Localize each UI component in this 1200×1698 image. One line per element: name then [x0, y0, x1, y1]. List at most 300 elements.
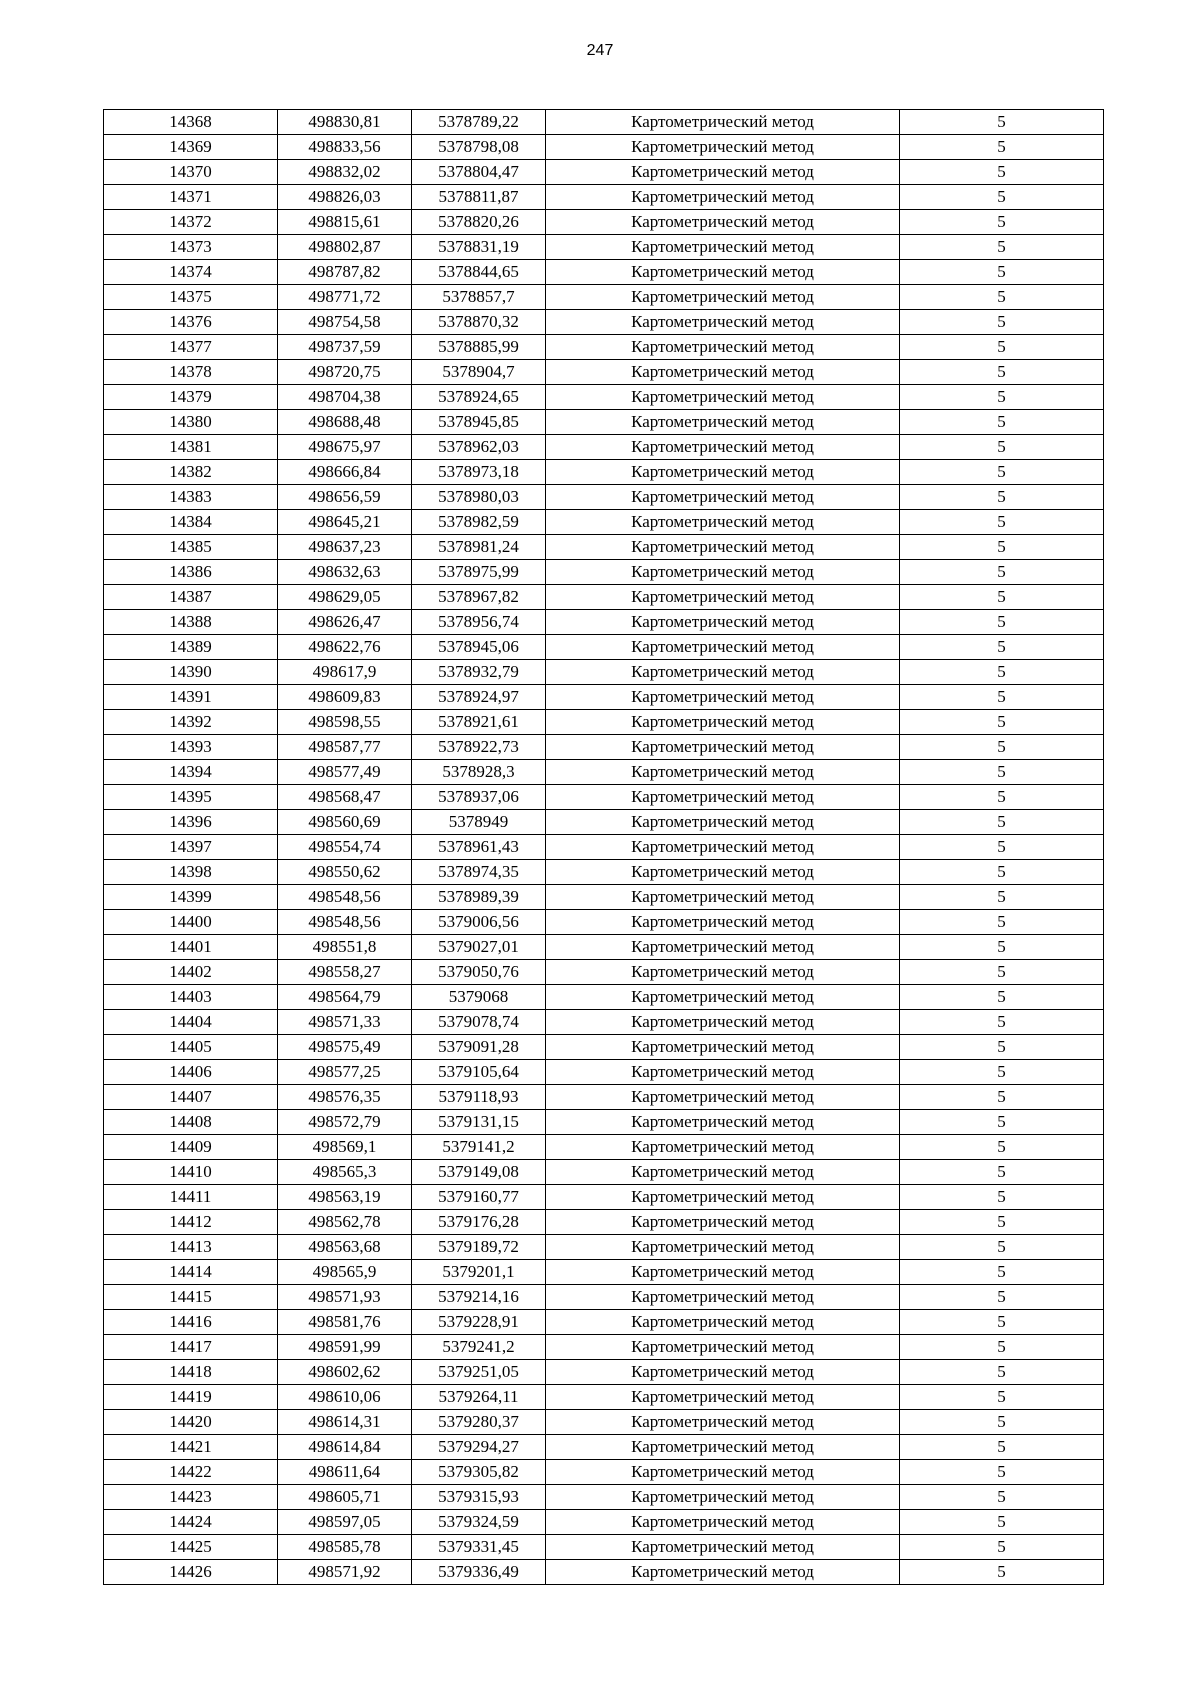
y-coordinate-cell: 5378789,22	[412, 110, 546, 135]
precision-cell: 5	[900, 260, 1104, 285]
point-number-cell: 14413	[104, 1235, 278, 1260]
table-row	[104, 985, 1104, 1010]
method-cell: Картометрический метод	[546, 1560, 900, 1585]
point-number-cell: 14420	[104, 1410, 278, 1435]
y-coordinate-cell: 5379176,28	[412, 1210, 546, 1235]
table-row	[104, 260, 1104, 285]
y-coordinate-cell: 5379118,93	[412, 1085, 546, 1110]
table-row	[104, 210, 1104, 235]
y-coordinate-cell: 5378932,79	[412, 660, 546, 685]
method-cell: Картометрический метод	[546, 1485, 900, 1510]
method-cell: Картометрический метод	[546, 1010, 900, 1035]
x-coordinate-cell: 498558,27	[278, 960, 412, 985]
table-row	[104, 235, 1104, 260]
y-coordinate-cell: 5379294,27	[412, 1435, 546, 1460]
table-row	[104, 335, 1104, 360]
method-cell: Картометрический метод	[546, 735, 900, 760]
method-cell: Картометрический метод	[546, 110, 900, 135]
x-coordinate-cell: 498704,38	[278, 385, 412, 410]
point-number-cell: 14370	[104, 160, 278, 185]
y-coordinate-cell: 5378956,74	[412, 610, 546, 635]
precision-cell: 5	[900, 785, 1104, 810]
precision-cell: 5	[900, 1085, 1104, 1110]
y-coordinate-cell: 5378967,82	[412, 585, 546, 610]
table-row	[104, 1135, 1104, 1160]
y-coordinate-cell: 5379336,49	[412, 1560, 546, 1585]
table-row	[104, 310, 1104, 335]
precision-cell: 5	[900, 535, 1104, 560]
x-coordinate-cell: 498610,06	[278, 1385, 412, 1410]
x-coordinate-cell: 498832,02	[278, 160, 412, 185]
x-coordinate-cell: 498675,97	[278, 435, 412, 460]
precision-cell: 5	[900, 1560, 1104, 1585]
table-row	[104, 160, 1104, 185]
y-coordinate-cell: 5379105,64	[412, 1060, 546, 1085]
precision-cell: 5	[900, 910, 1104, 935]
precision-cell: 5	[900, 185, 1104, 210]
y-coordinate-cell: 5379149,08	[412, 1160, 546, 1185]
method-cell: Картометрический метод	[546, 1335, 900, 1360]
x-coordinate-cell: 498617,9	[278, 660, 412, 685]
x-coordinate-cell: 498614,84	[278, 1435, 412, 1460]
table-row	[104, 135, 1104, 160]
point-number-cell: 14374	[104, 260, 278, 285]
precision-cell: 5	[900, 135, 1104, 160]
method-cell: Картометрический метод	[546, 360, 900, 385]
method-cell: Картометрический метод	[546, 1285, 900, 1310]
method-cell: Картометрический метод	[546, 1185, 900, 1210]
x-coordinate-cell: 498605,71	[278, 1485, 412, 1510]
precision-cell: 5	[900, 635, 1104, 660]
x-coordinate-cell: 498787,82	[278, 260, 412, 285]
method-cell: Картометрический метод	[546, 760, 900, 785]
x-coordinate-cell: 498598,55	[278, 710, 412, 735]
precision-cell: 5	[900, 710, 1104, 735]
precision-cell: 5	[900, 1160, 1104, 1185]
y-coordinate-cell: 5379160,77	[412, 1185, 546, 1210]
table-row	[104, 410, 1104, 435]
x-coordinate-cell: 498560,69	[278, 810, 412, 835]
point-number-cell: 14380	[104, 410, 278, 435]
table-row	[104, 1085, 1104, 1110]
method-cell: Картометрический метод	[546, 1035, 900, 1060]
y-coordinate-cell: 5379141,2	[412, 1135, 546, 1160]
y-coordinate-cell: 5379050,76	[412, 960, 546, 985]
x-coordinate-cell: 498577,49	[278, 760, 412, 785]
precision-cell: 5	[900, 160, 1104, 185]
precision-cell: 5	[900, 335, 1104, 360]
method-cell: Картометрический метод	[546, 610, 900, 635]
point-number-cell: 14389	[104, 635, 278, 660]
point-number-cell: 14376	[104, 310, 278, 335]
precision-cell: 5	[900, 310, 1104, 335]
table-row	[104, 460, 1104, 485]
y-coordinate-cell: 5379006,56	[412, 910, 546, 935]
point-number-cell: 14372	[104, 210, 278, 235]
method-cell: Картометрический метод	[546, 985, 900, 1010]
page-number: 247	[586, 42, 614, 59]
point-number-cell: 14424	[104, 1510, 278, 1535]
precision-cell: 5	[900, 1360, 1104, 1385]
point-number-cell: 14403	[104, 985, 278, 1010]
method-cell: Картометрический метод	[546, 960, 900, 985]
table-row	[104, 1035, 1104, 1060]
y-coordinate-cell: 5378885,99	[412, 335, 546, 360]
precision-cell: 5	[900, 1235, 1104, 1260]
y-coordinate-cell: 5378945,06	[412, 635, 546, 660]
method-cell: Картометрический метод	[546, 1110, 900, 1135]
point-number-cell: 14400	[104, 910, 278, 935]
x-coordinate-cell: 498802,87	[278, 235, 412, 260]
precision-cell: 5	[900, 1110, 1104, 1135]
precision-cell: 5	[900, 485, 1104, 510]
table-row	[104, 635, 1104, 660]
y-coordinate-cell: 5378924,65	[412, 385, 546, 410]
precision-cell: 5	[900, 685, 1104, 710]
point-number-cell: 14421	[104, 1435, 278, 1460]
table-row	[104, 560, 1104, 585]
y-coordinate-cell: 5378975,99	[412, 560, 546, 585]
point-number-cell: 14407	[104, 1085, 278, 1110]
x-coordinate-cell: 498571,33	[278, 1010, 412, 1035]
x-coordinate-cell: 498585,78	[278, 1535, 412, 1560]
precision-cell: 5	[900, 1060, 1104, 1085]
table-row	[104, 785, 1104, 810]
method-cell: Картометрический метод	[546, 1410, 900, 1435]
point-number-cell: 14416	[104, 1310, 278, 1335]
point-number-cell: 14401	[104, 935, 278, 960]
method-cell: Картометрический метод	[546, 1310, 900, 1335]
point-number-cell: 14414	[104, 1260, 278, 1285]
coordinates-table-body	[104, 110, 1104, 1585]
x-coordinate-cell: 498614,31	[278, 1410, 412, 1435]
point-number-cell: 14422	[104, 1460, 278, 1485]
method-cell: Картометрический метод	[546, 585, 900, 610]
method-cell: Картометрический метод	[546, 435, 900, 460]
precision-cell: 5	[900, 735, 1104, 760]
point-number-cell: 14426	[104, 1560, 278, 1585]
y-coordinate-cell: 5378844,65	[412, 260, 546, 285]
method-cell: Картометрический метод	[546, 335, 900, 360]
method-cell: Картометрический метод	[546, 1235, 900, 1260]
method-cell: Картометрический метод	[546, 485, 900, 510]
y-coordinate-cell: 5378973,18	[412, 460, 546, 485]
table-row	[104, 1460, 1104, 1485]
method-cell: Картометрический метод	[546, 935, 900, 960]
method-cell: Картометрический метод	[546, 1260, 900, 1285]
y-coordinate-cell: 5379280,37	[412, 1410, 546, 1435]
point-number-cell: 14415	[104, 1285, 278, 1310]
table-row	[104, 285, 1104, 310]
method-cell: Картометрический метод	[546, 1460, 900, 1485]
table-row	[104, 585, 1104, 610]
method-cell: Картометрический метод	[546, 385, 900, 410]
y-coordinate-cell: 5379068	[412, 985, 546, 1010]
x-coordinate-cell: 498720,75	[278, 360, 412, 385]
x-coordinate-cell: 498569,1	[278, 1135, 412, 1160]
table-row	[104, 185, 1104, 210]
method-cell: Картометрический метод	[546, 535, 900, 560]
point-number-cell: 14382	[104, 460, 278, 485]
x-coordinate-cell: 498632,63	[278, 560, 412, 585]
table-row	[104, 735, 1104, 760]
point-number-cell: 14390	[104, 660, 278, 685]
x-coordinate-cell: 498666,84	[278, 460, 412, 485]
y-coordinate-cell: 5378820,26	[412, 210, 546, 235]
method-cell: Картометрический метод	[546, 310, 900, 335]
y-coordinate-cell: 5379091,28	[412, 1035, 546, 1060]
method-cell: Картометрический метод	[546, 1135, 900, 1160]
x-coordinate-cell: 498554,74	[278, 835, 412, 860]
point-number-cell: 14386	[104, 560, 278, 585]
table-row	[104, 610, 1104, 635]
table-row	[104, 1260, 1104, 1285]
table-row	[104, 1485, 1104, 1510]
x-coordinate-cell: 498626,47	[278, 610, 412, 635]
precision-cell: 5	[900, 760, 1104, 785]
x-coordinate-cell: 498563,19	[278, 1185, 412, 1210]
point-number-cell: 14384	[104, 510, 278, 535]
x-coordinate-cell: 498602,62	[278, 1360, 412, 1385]
precision-cell: 5	[900, 885, 1104, 910]
x-coordinate-cell: 498575,49	[278, 1035, 412, 1060]
method-cell: Картометрический метод	[546, 635, 900, 660]
precision-cell: 5	[900, 1210, 1104, 1235]
y-coordinate-cell: 5378982,59	[412, 510, 546, 535]
y-coordinate-cell: 5378981,24	[412, 535, 546, 560]
x-coordinate-cell: 498597,05	[278, 1510, 412, 1535]
point-number-cell: 14388	[104, 610, 278, 635]
point-number-cell: 14371	[104, 185, 278, 210]
method-cell: Картометрический метод	[546, 685, 900, 710]
precision-cell: 5	[900, 835, 1104, 860]
x-coordinate-cell: 498645,21	[278, 510, 412, 535]
table-row	[104, 1210, 1104, 1235]
table-row	[104, 360, 1104, 385]
x-coordinate-cell: 498830,81	[278, 110, 412, 135]
point-number-cell: 14399	[104, 885, 278, 910]
precision-cell: 5	[900, 1410, 1104, 1435]
method-cell: Картометрический метод	[546, 460, 900, 485]
table-row	[104, 685, 1104, 710]
y-coordinate-cell: 5379305,82	[412, 1460, 546, 1485]
precision-cell: 5	[900, 510, 1104, 535]
x-coordinate-cell: 498737,59	[278, 335, 412, 360]
x-coordinate-cell: 498563,68	[278, 1235, 412, 1260]
precision-cell: 5	[900, 285, 1104, 310]
method-cell: Картометрический метод	[546, 285, 900, 310]
x-coordinate-cell: 498815,61	[278, 210, 412, 235]
x-coordinate-cell: 498571,93	[278, 1285, 412, 1310]
method-cell: Картометрический метод	[546, 260, 900, 285]
table-row	[104, 1235, 1104, 1260]
x-coordinate-cell: 498629,05	[278, 585, 412, 610]
table-row	[104, 1560, 1104, 1585]
table-row	[104, 860, 1104, 885]
y-coordinate-cell: 5379324,59	[412, 1510, 546, 1535]
y-coordinate-cell: 5379201,1	[412, 1260, 546, 1285]
method-cell: Картометрический метод	[546, 660, 900, 685]
precision-cell: 5	[900, 110, 1104, 135]
precision-cell: 5	[900, 1510, 1104, 1535]
precision-cell: 5	[900, 860, 1104, 885]
table-row	[104, 1510, 1104, 1535]
table-row	[104, 935, 1104, 960]
table-row	[104, 1160, 1104, 1185]
x-coordinate-cell: 498568,47	[278, 785, 412, 810]
precision-cell: 5	[900, 1010, 1104, 1035]
x-coordinate-cell: 498551,8	[278, 935, 412, 960]
precision-cell: 5	[900, 385, 1104, 410]
table-row	[104, 110, 1104, 135]
precision-cell: 5	[900, 360, 1104, 385]
table-row	[104, 660, 1104, 685]
method-cell: Картометрический метод	[546, 185, 900, 210]
method-cell: Картометрический метод	[546, 1210, 900, 1235]
method-cell: Картометрический метод	[546, 1510, 900, 1535]
point-number-cell: 14398	[104, 860, 278, 885]
precision-cell: 5	[900, 960, 1104, 985]
point-number-cell: 14417	[104, 1335, 278, 1360]
point-number-cell: 14397	[104, 835, 278, 860]
point-number-cell: 14404	[104, 1010, 278, 1035]
precision-cell: 5	[900, 1385, 1104, 1410]
y-coordinate-cell: 5378937,06	[412, 785, 546, 810]
x-coordinate-cell: 498771,72	[278, 285, 412, 310]
precision-cell: 5	[900, 660, 1104, 685]
point-number-cell: 14402	[104, 960, 278, 985]
point-number-cell: 14381	[104, 435, 278, 460]
x-coordinate-cell: 498622,76	[278, 635, 412, 660]
table-row	[104, 1285, 1104, 1310]
method-cell: Картометрический метод	[546, 860, 900, 885]
point-number-cell: 14405	[104, 1035, 278, 1060]
table-row	[104, 435, 1104, 460]
x-coordinate-cell: 498572,79	[278, 1110, 412, 1135]
y-coordinate-cell: 5378798,08	[412, 135, 546, 160]
method-cell: Картометрический метод	[546, 1535, 900, 1560]
point-number-cell: 14394	[104, 760, 278, 785]
y-coordinate-cell: 5378974,35	[412, 860, 546, 885]
precision-cell: 5	[900, 460, 1104, 485]
precision-cell: 5	[900, 1135, 1104, 1160]
method-cell: Картометрический метод	[546, 160, 900, 185]
y-coordinate-cell: 5378811,87	[412, 185, 546, 210]
table-row	[104, 1060, 1104, 1085]
method-cell: Картометрический метод	[546, 885, 900, 910]
point-number-cell: 14418	[104, 1360, 278, 1385]
point-number-cell: 14385	[104, 535, 278, 560]
y-coordinate-cell: 5378980,03	[412, 485, 546, 510]
method-cell: Картометрический метод	[546, 410, 900, 435]
x-coordinate-cell: 498577,25	[278, 1060, 412, 1085]
method-cell: Картометрический метод	[546, 1435, 900, 1460]
point-number-cell: 14409	[104, 1135, 278, 1160]
y-coordinate-cell: 5379228,91	[412, 1310, 546, 1335]
method-cell: Картометрический метод	[546, 1085, 900, 1110]
method-cell: Картометрический метод	[546, 785, 900, 810]
point-number-cell: 14396	[104, 810, 278, 835]
table-row	[104, 885, 1104, 910]
precision-cell: 5	[900, 235, 1104, 260]
point-number-cell: 14425	[104, 1535, 278, 1560]
point-number-cell: 14391	[104, 685, 278, 710]
table-row	[104, 1335, 1104, 1360]
point-number-cell: 14383	[104, 485, 278, 510]
y-coordinate-cell: 5379331,45	[412, 1535, 546, 1560]
y-coordinate-cell: 5379264,11	[412, 1385, 546, 1410]
point-number-cell: 14373	[104, 235, 278, 260]
y-coordinate-cell: 5378857,7	[412, 285, 546, 310]
precision-cell: 5	[900, 1185, 1104, 1210]
y-coordinate-cell: 5378921,61	[412, 710, 546, 735]
method-cell: Картометрический метод	[546, 710, 900, 735]
table-row	[104, 1360, 1104, 1385]
y-coordinate-cell: 5378924,97	[412, 685, 546, 710]
y-coordinate-cell: 5379131,15	[412, 1110, 546, 1135]
y-coordinate-cell: 5379214,16	[412, 1285, 546, 1310]
table-row	[104, 1110, 1104, 1135]
x-coordinate-cell: 498637,23	[278, 535, 412, 560]
precision-cell: 5	[900, 585, 1104, 610]
y-coordinate-cell: 5379315,93	[412, 1485, 546, 1510]
y-coordinate-cell: 5379189,72	[412, 1235, 546, 1260]
y-coordinate-cell: 5378949	[412, 810, 546, 835]
y-coordinate-cell: 5378922,73	[412, 735, 546, 760]
method-cell: Картометрический метод	[546, 510, 900, 535]
precision-cell: 5	[900, 1285, 1104, 1310]
precision-cell: 5	[900, 1035, 1104, 1060]
point-number-cell: 14393	[104, 735, 278, 760]
y-coordinate-cell: 5379251,05	[412, 1360, 546, 1385]
x-coordinate-cell: 498565,3	[278, 1160, 412, 1185]
x-coordinate-cell: 498754,58	[278, 310, 412, 335]
x-coordinate-cell: 498611,64	[278, 1460, 412, 1485]
point-number-cell: 14412	[104, 1210, 278, 1235]
table-row	[104, 485, 1104, 510]
method-cell: Картометрический метод	[546, 1360, 900, 1385]
x-coordinate-cell: 498609,83	[278, 685, 412, 710]
y-coordinate-cell: 5378870,32	[412, 310, 546, 335]
table-row	[104, 1410, 1104, 1435]
table-row	[104, 810, 1104, 835]
y-coordinate-cell: 5378831,19	[412, 235, 546, 260]
method-cell: Картометрический метод	[546, 835, 900, 860]
table-row	[104, 1010, 1104, 1035]
x-coordinate-cell: 498591,99	[278, 1335, 412, 1360]
method-cell: Картометрический метод	[546, 135, 900, 160]
table-row	[104, 1385, 1104, 1410]
x-coordinate-cell: 498564,79	[278, 985, 412, 1010]
table-row	[104, 910, 1104, 935]
y-coordinate-cell: 5378928,3	[412, 760, 546, 785]
table-row	[104, 510, 1104, 535]
table-row	[104, 1435, 1104, 1460]
y-coordinate-cell: 5378961,43	[412, 835, 546, 860]
point-number-cell: 14379	[104, 385, 278, 410]
x-coordinate-cell: 498571,92	[278, 1560, 412, 1585]
point-number-cell: 14375	[104, 285, 278, 310]
table-row	[104, 710, 1104, 735]
method-cell: Картометрический метод	[546, 210, 900, 235]
y-coordinate-cell: 5379241,2	[412, 1335, 546, 1360]
precision-cell: 5	[900, 610, 1104, 635]
method-cell: Картометрический метод	[546, 560, 900, 585]
x-coordinate-cell: 498581,76	[278, 1310, 412, 1335]
precision-cell: 5	[900, 1435, 1104, 1460]
x-coordinate-cell: 498833,56	[278, 135, 412, 160]
x-coordinate-cell: 498576,35	[278, 1085, 412, 1110]
